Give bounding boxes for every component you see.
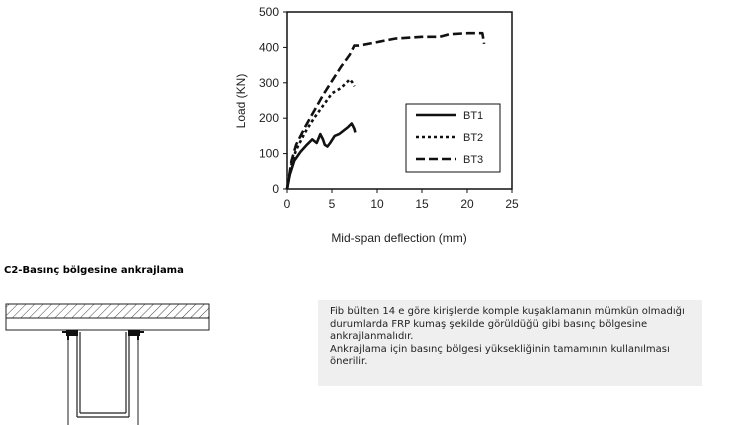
y-tick-label: 300 [258, 75, 279, 90]
y-tick-label: 100 [258, 146, 279, 161]
x-tick-label: 20 [460, 197, 474, 211]
x-tick-label: 0 [283, 197, 291, 211]
y-tick-label: 500 [258, 5, 279, 19]
anchorage-right [128, 330, 144, 340]
y-tick-label: 200 [258, 111, 279, 126]
legend-label-bt3: BT3 [463, 154, 484, 166]
slab [6, 304, 209, 330]
x-axis-label: Mid-span deflection (mm) [331, 231, 467, 245]
y-tick-label: 0 [272, 182, 279, 196]
note-paragraph-1: Fib bülten 14 e göre kirişlerde komple kuşaklamanın mümkün olmadığı durumlarda FRP kumaş şekilde görüldüğü gibi basınç bölgesine ankrajlanmalıdır. [330, 306, 685, 342]
y-axis-label: Load (KN) [234, 73, 248, 129]
legend-label-bt1: BT1 [463, 110, 484, 122]
x-tick-label: 10 [370, 197, 384, 211]
legend-label-bt2: BT2 [463, 132, 484, 144]
section-title: C2-Basınç bölgesine ankrajlama [4, 265, 184, 276]
x-tick-label: 5 [328, 197, 336, 211]
x-tick-label: 25 [505, 197, 519, 211]
x-tick-label: 15 [415, 197, 429, 211]
note-paragraph-2: Ankrajlama için basınç bölgesi yüksekliğinin tamamının kullanılması önerilir. [330, 343, 670, 367]
t-beam-anchorage-diagram [0, 296, 215, 425]
anchorage-left [62, 330, 78, 340]
info-note [318, 300, 702, 386]
y-tick-label: 400 [258, 40, 279, 55]
chart-legend [406, 104, 500, 172]
series-line-bt1 [287, 124, 355, 190]
web [68, 330, 138, 425]
load-deflection-chart [230, 0, 530, 250]
